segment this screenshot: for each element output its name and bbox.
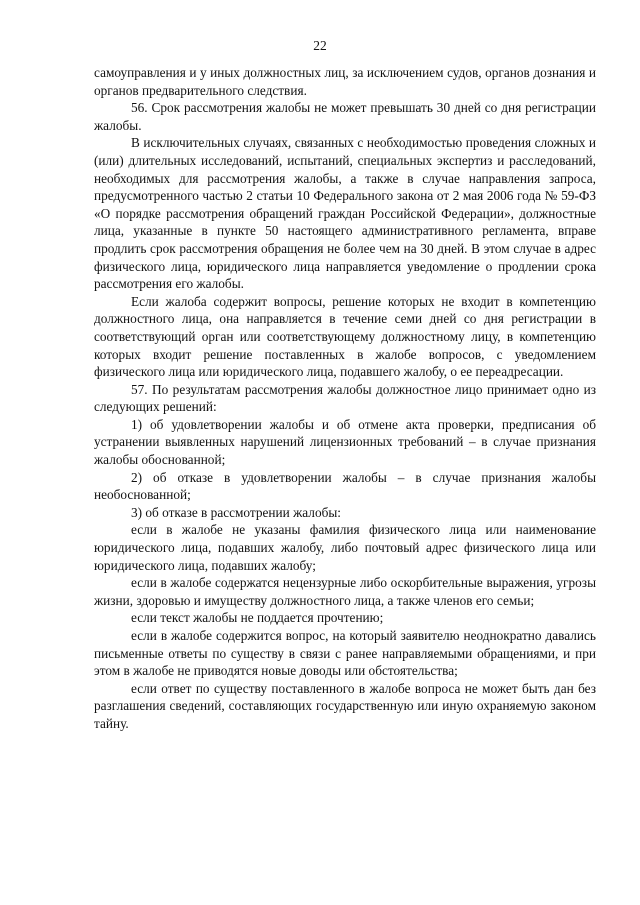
list-item-decision-3: 3) об отказе в рассмотрении жалобы: xyxy=(131,504,341,520)
paragraph-57-decisions: 57. По результатам рассмотрения жалобы должностное лицо принимает одно из следующих решений: xyxy=(94,381,596,415)
paragraph-redirection: Если жалоба содержит вопросы, решение которых не входит в компетенцию должностного лица, она направляется в течение семи дней со дня регистрации в соответствующий орган или соответствующему должностному лицу, в компетенцию которых входит решение поставленных в жалобе вопросов, с уведомлением физического лица или юридического лица, подавшего жалобу, о ее переадресации. xyxy=(94,293,596,380)
refusal-reason-unreadable: если текст жалобы не поддается прочтению; xyxy=(131,610,384,626)
refusal-reason-repeated: если в жалобе содержится вопрос, на который заявителю неоднократно давались письменные ответы по существу в связи с ранее направляемыми обращениями, и при этом в жалобе не приводятся новые доводы или обстоятельства; xyxy=(94,628,596,679)
paragraph-56-review-period: 56. Срок рассмотрения жалобы не может превышать 30 дней со дня регистрации жалобы. xyxy=(94,100,596,133)
paragraph-continuation: самоуправления и у иных должностных лиц, за исключением судов, органов дознания и органов предварительного следствия. xyxy=(94,65,596,98)
refusal-reason-obscene: если в жалобе содержатся нецензурные либо оскорбительные выражения, угрозы жизни, здоровью и имуществу должностного лица, а также членов его семьи; xyxy=(94,575,596,608)
list-item-decision-1: 1) об удовлетворении жалобы и об отмене акта проверки, предписания об устранении выявленных нарушений лицензионных требований – в случае признания жалобы обоснованной; xyxy=(94,416,596,468)
list-item-decision-2: 2) об отказе в удовлетворении жалобы – в случае признания жалобы необоснованной; xyxy=(94,469,596,503)
refusal-reason-no-name: если в жалобе не указаны фамилия физического лица или наименование юридического лица, подавших жалобу, либо почтовый адрес физического лица или юридического лица, подавших жалобу; xyxy=(94,522,596,573)
paragraph-exceptional-cases: В исключительных случаях, связанных с необходимостью проведения сложных и (или) длительных исследований, испытаний, специальных экспертиз и расследований, необходимых для рассмотрения жалобы, а также в случае направления запроса, предусмотренного частью 2 статьи 10 Федерального закона от 2 мая 2006 года № 59-ФЗ «О порядке рассмотрения обращений граждан Российской Федерации», должностные лица, указанные в пункте 50 настоящего административного регламента, вправе продлить срок рассмотрения обращения не более чем на 30 дней. В этом случае в адрес физического лица, юридического лица направляется уведомление о продлении срока рассмотрения его жалобы. xyxy=(94,135,596,292)
page-number: 22 xyxy=(313,38,327,53)
refusal-reason-secret: если ответ по существу поставленного в жалобе вопроса не может быть дан без разглашения сведений, составляющих государственную или иную охраняемую законом тайну. xyxy=(94,680,596,731)
document-body xyxy=(94,64,596,733)
